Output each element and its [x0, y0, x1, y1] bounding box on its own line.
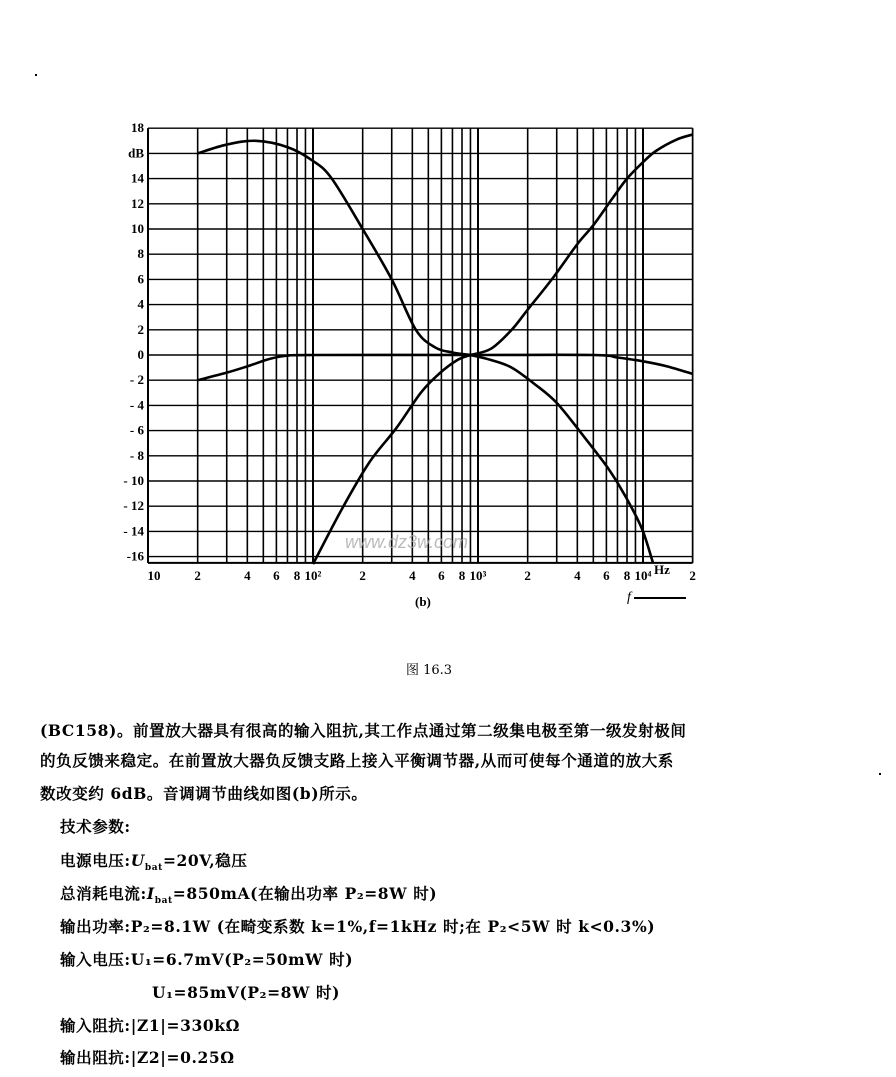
spec-input-voltage-2: U₁=85mV(P₂=8W 时) — [152, 983, 341, 1002]
spec-input-voltage: 输入电压:U₁=6.7mV(P₂=50mW 时) — [60, 950, 354, 969]
y-tick-label: - 4 — [129, 397, 144, 413]
spec-output-power: 输出功率:P₂=8.1W (在畸变系数 k=1%,f=1kHz 时;在 P₂<5W 时 k<0.3%) — [60, 917, 656, 936]
x-tick-label: 10³ — [469, 567, 487, 583]
y-tick-label: - 12 — [123, 498, 144, 514]
spec-value: =850mA(在输出功率 P₂=8W 时) — [172, 884, 438, 903]
scan-speck — [879, 773, 881, 775]
scan-speck — [35, 74, 37, 76]
spec-value: =20V,稳压 — [162, 851, 248, 870]
spec-supply-voltage — [60, 850, 247, 879]
spec-var: I — [146, 884, 155, 903]
spec-var: U — [130, 851, 145, 870]
spec-title: 技术参数: — [60, 817, 131, 836]
spec-current — [60, 883, 437, 912]
x-tick-label: 10⁴ — [634, 567, 652, 583]
frequency-axis-arrow — [627, 590, 686, 606]
x-tick-labels — [148, 568, 696, 583]
y-tick-label: 6 — [137, 271, 144, 287]
spec-input-impedance: 输入阻抗:|Z1|=330kΩ — [60, 1016, 240, 1035]
spec-label: 总消耗电流: — [60, 884, 147, 903]
figure-number: 图 16.3 — [406, 663, 453, 678]
chart-curves — [198, 135, 693, 565]
y-tick-label: 18 — [131, 120, 144, 136]
y-tick-label: 4 — [137, 296, 144, 312]
y-tick-label: 2 — [137, 321, 144, 337]
x-tick-label: 4 — [244, 567, 251, 583]
y-tick-label: - 14 — [123, 523, 144, 539]
curve-treble-boost — [470, 135, 692, 356]
y-tick-label: -16 — [126, 548, 144, 564]
x-tick-label: 4 — [574, 567, 581, 583]
x-unit-label: Hz — [654, 562, 670, 577]
spec-sub: bat — [144, 863, 163, 874]
y-tick-labels — [123, 120, 144, 563]
y-tick-label: 10 — [131, 221, 144, 236]
x-tick-label: 6 — [603, 567, 610, 583]
x-tick-label: 8 — [623, 567, 631, 583]
x-tick-label: 4 — [409, 567, 416, 583]
spec-label: 电源电压: — [60, 851, 131, 870]
chart-grid — [148, 128, 693, 563]
paragraph-line-3: 数改变约 6dB。音调调节曲线如图(b)所示。 — [40, 784, 368, 803]
x-tick-label: 10 — [147, 567, 161, 583]
x-tick-label: 10² — [304, 567, 322, 583]
x-tick-label: 6 — [273, 567, 280, 583]
curve-bass-boost — [198, 141, 471, 355]
x-tick-label: 8 — [458, 567, 466, 583]
spec-output-impedance: 输出阻抗:|Z2|=0.25Ω — [60, 1048, 235, 1067]
y-tick-label: 14 — [131, 170, 144, 186]
f-symbol: f — [627, 590, 631, 605]
x-tick-label: 2 — [524, 567, 531, 583]
y-tick-label: - 8 — [129, 447, 144, 463]
y-tick-label: - 10 — [123, 473, 144, 488]
spec-sub: bat — [154, 896, 173, 907]
x-tick-label: 2 — [689, 567, 696, 583]
arrow-icon — [634, 597, 686, 599]
sub-figure-label: (b) — [415, 594, 431, 609]
x-tick-label: 2 — [359, 567, 366, 583]
y-tick-label: - 6 — [129, 422, 144, 438]
x-tick-label: 8 — [293, 567, 301, 583]
paragraph-line-2: 的负反馈来稳定。在前置放大器负反馈支路上接入平衡调节器,从而可使每个通道的放大系 — [40, 751, 674, 770]
y-tick-label: 8 — [137, 246, 144, 262]
watermark: www.dz3w.com — [345, 532, 469, 552]
x-tick-label: 6 — [438, 567, 445, 583]
x-tick-label: 2 — [194, 567, 201, 583]
paragraph-line-1: (BC158)。前置放大器具有很高的输入阻抗,其工作点通过第二级集电极至第一级发射极间 — [40, 721, 687, 740]
y-tick-label: dB — [128, 145, 144, 161]
y-tick-label: 0 — [137, 347, 144, 362]
y-tick-label: 12 — [131, 195, 144, 211]
y-tick-label: - 2 — [129, 372, 144, 388]
